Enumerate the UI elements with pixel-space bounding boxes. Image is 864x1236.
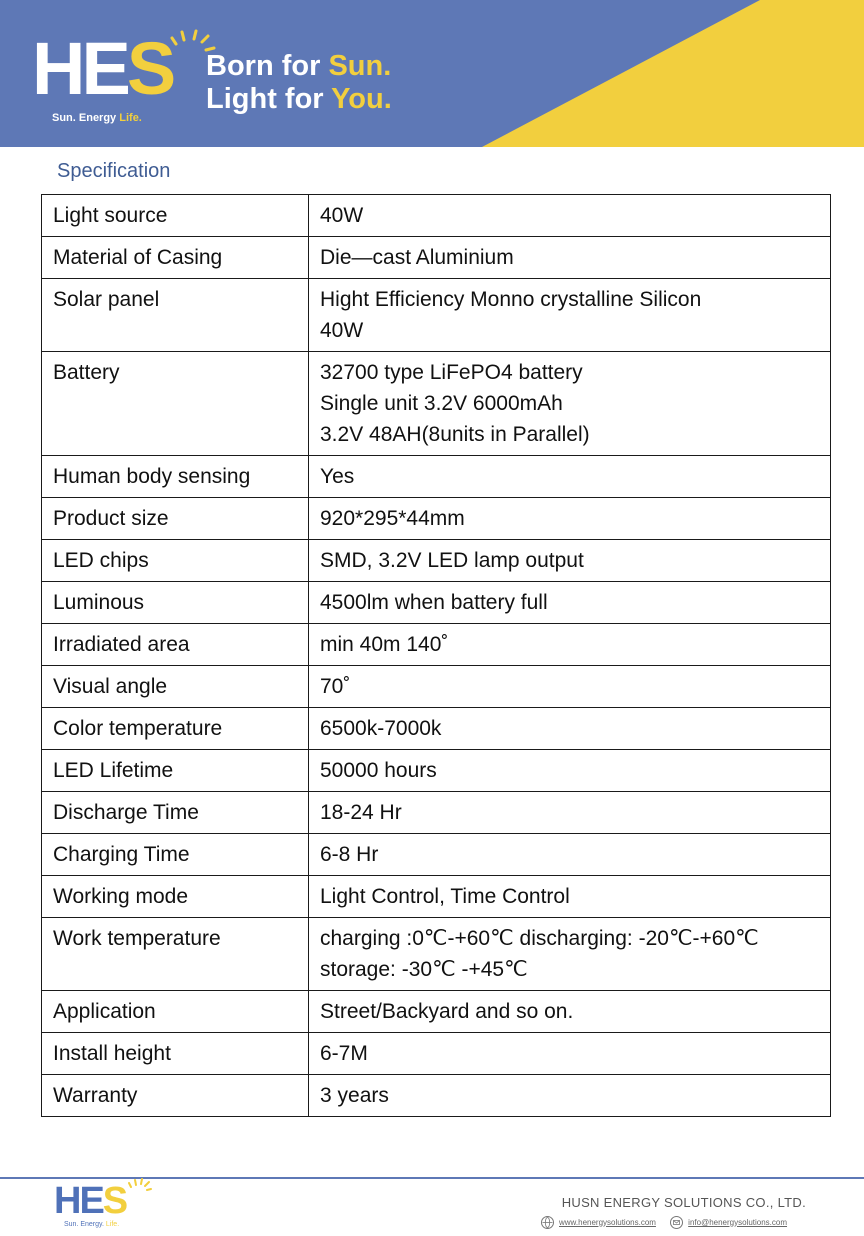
spec-value — [309, 582, 831, 624]
footer-logo-tagline-main: Sun. Energy. — [64, 1221, 104, 1228]
table-row — [42, 991, 831, 1033]
table-row — [42, 834, 831, 876]
footer-sun-rays-icon — [128, 1178, 152, 1194]
section-title: Specification — [57, 160, 171, 182]
spec-value-line: charging :0℃-+60℃ discharging: -20℃-+60℃ — [320, 927, 759, 950]
spec-value — [309, 918, 831, 991]
footer-logo-text: HES — [54, 1180, 127, 1222]
spec-value-line: 920*295*44mm — [320, 507, 465, 530]
spec-key: Application — [42, 991, 309, 1033]
table-row — [42, 666, 831, 708]
logo-text: HES — [32, 27, 173, 110]
spec-value-line: Yes — [320, 465, 355, 488]
table-row — [42, 1075, 831, 1117]
spec-value — [309, 991, 831, 1033]
website-link[interactable]: www.henergysolutions.com — [559, 1217, 656, 1227]
footer-logo — [54, 1180, 127, 1228]
spec-value-line: SMD, 3.2V LED lamp output — [320, 549, 584, 572]
spec-key: Luminous — [42, 582, 309, 624]
mail-icon — [670, 1216, 683, 1229]
spec-value-line: 70˚ — [320, 675, 351, 698]
spec-value — [309, 456, 831, 498]
spec-value-line: Hight Efficiency Monno crystalline Silicon — [320, 288, 702, 311]
spec-key: LED chips — [42, 540, 309, 582]
logo-tagline-life: Life. — [119, 112, 142, 124]
spec-value — [309, 1075, 831, 1117]
brand-logo — [32, 27, 173, 124]
table-row — [42, 708, 831, 750]
spec-table — [41, 194, 831, 1117]
spec-value-line: 40W — [320, 319, 364, 342]
spec-key: Charging Time — [42, 834, 309, 876]
slogan — [206, 50, 392, 116]
table-row — [42, 279, 831, 352]
spec-value — [309, 666, 831, 708]
header-banner — [0, 0, 864, 147]
table-row — [42, 750, 831, 792]
table-row — [42, 456, 831, 498]
table-row — [42, 540, 831, 582]
spec-value — [309, 624, 831, 666]
footer-contacts — [541, 1216, 799, 1229]
spec-key: Install height — [42, 1033, 309, 1075]
spec-value — [309, 876, 831, 918]
table-row — [42, 582, 831, 624]
spec-value-line: Die—cast Aluminium — [320, 246, 514, 269]
table-row — [42, 792, 831, 834]
slogan-line-1-prefix: Born for — [206, 50, 329, 82]
spec-key: Color temperature — [42, 708, 309, 750]
logo-tagline-main: Sun. Energy — [52, 112, 117, 124]
spec-key: Human body sensing — [42, 456, 309, 498]
spec-table-body — [42, 195, 831, 1117]
spec-value-line: Light Control, Time Control — [320, 885, 570, 908]
spec-value-line: 18-24 Hr — [320, 801, 402, 824]
spec-key: Work temperature — [42, 918, 309, 991]
table-row — [42, 624, 831, 666]
spec-value — [309, 279, 831, 352]
spec-value — [309, 708, 831, 750]
slogan-line-1 — [206, 50, 392, 83]
slogan-line-2 — [206, 83, 392, 116]
spec-value — [309, 237, 831, 279]
spec-value-line: 4500lm when battery full — [320, 591, 548, 614]
spec-value — [309, 195, 831, 237]
spec-value-line: 6500k-7000k — [320, 717, 442, 740]
table-row — [42, 498, 831, 540]
spec-value-line: Street/Backyard and so on. — [320, 1000, 574, 1023]
table-row — [42, 352, 831, 456]
table-row — [42, 1033, 831, 1075]
spec-value-line: storage: -30℃ -+45℃ — [320, 958, 528, 981]
spec-key: Product size — [42, 498, 309, 540]
spec-value-line: 3.2V 48AH(8units in Parallel) — [320, 423, 590, 446]
company-name: HUSN ENERGY SOLUTIONS CO., LTD. — [561, 1195, 806, 1210]
spec-value-line: 3 years — [320, 1084, 389, 1107]
spec-value-line: min 40m 140˚ — [320, 633, 449, 656]
spec-key: Warranty — [42, 1075, 309, 1117]
spec-value — [309, 1033, 831, 1075]
spec-key: Battery — [42, 352, 309, 456]
spec-key: Visual angle — [42, 666, 309, 708]
table-row — [42, 237, 831, 279]
spec-value — [309, 750, 831, 792]
slogan-line-2-prefix: Light for — [206, 83, 332, 115]
email-link[interactable]: info@henergysolutions.com — [688, 1217, 788, 1227]
logo-letters — [32, 27, 173, 110]
table-row — [42, 918, 831, 991]
spec-value-line: 50000 hours — [320, 759, 437, 782]
spec-value-line: 40W — [320, 204, 364, 227]
footer-logo-tagline — [64, 1221, 119, 1228]
spec-value-line: Single unit 3.2V 6000mAh — [320, 392, 563, 415]
spec-key: Working mode — [42, 876, 309, 918]
spec-key: Solar panel — [42, 279, 309, 352]
spec-value-line: 6-8 Hr — [320, 843, 379, 866]
spec-key: Light source — [42, 195, 309, 237]
spec-key: LED Lifetime — [42, 750, 309, 792]
spec-value-line: 6-7M — [320, 1042, 368, 1065]
spec-value — [309, 352, 831, 456]
spec-key: Irradiated area — [42, 624, 309, 666]
footer-logo-tagline-life: Life. — [105, 1221, 120, 1228]
table-row — [42, 876, 831, 918]
spec-key: Material of Casing — [42, 237, 309, 279]
logo-tagline — [52, 112, 142, 124]
slogan-line-1-highlight: Sun. — [328, 50, 392, 82]
spec-value — [309, 540, 831, 582]
spec-value — [309, 834, 831, 876]
spec-value-line: 32700 type LiFePO4 battery — [320, 361, 583, 384]
table-row — [42, 195, 831, 237]
spec-value — [309, 498, 831, 540]
spec-key: Discharge Time — [42, 792, 309, 834]
spec-value — [309, 792, 831, 834]
slogan-line-2-highlight: You. — [331, 83, 392, 115]
globe-icon — [541, 1216, 554, 1229]
